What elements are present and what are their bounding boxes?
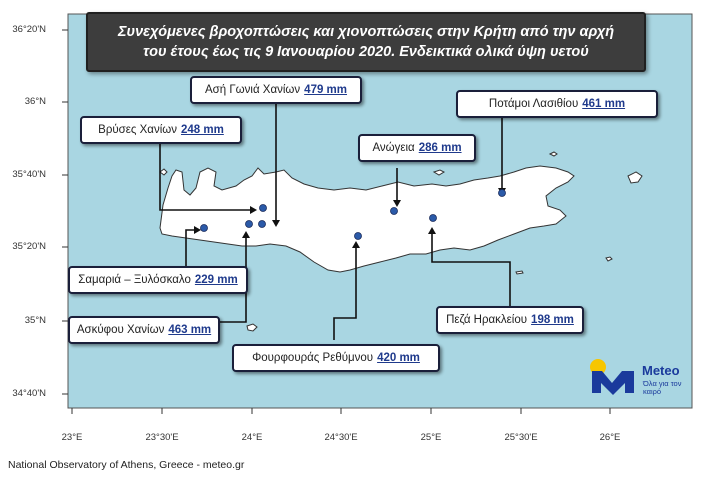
station-label-vryses (80, 116, 242, 144)
lon-label: 24°E (241, 432, 263, 443)
map-title-line2: του έτους έως τις 9 Ιανουαρίου 2020. Ενδεικτικά ολικά ύψη υετού (143, 44, 589, 60)
station-amount: 463 mm (168, 324, 212, 336)
meteo-logo-mark (586, 357, 642, 401)
station-dot-peza (430, 215, 437, 222)
station-amount: 198 mm (531, 314, 574, 326)
station-dot-fourfouras (355, 233, 362, 240)
logo-brand: Meteo (642, 363, 680, 378)
lon-label: 25°30'E (504, 432, 538, 443)
station-name: Ασκύφου Χανίων (76, 324, 165, 336)
station-name: Σαμαριά – Ξυλόσκαλο (78, 274, 191, 286)
lat-label: 35°N (24, 315, 46, 326)
station-dot-askyfou (259, 221, 266, 228)
chrysi-islet (516, 271, 523, 274)
station-label-peza (436, 306, 584, 334)
m-letter-icon (592, 371, 634, 395)
lon-label: 26°E (599, 432, 621, 443)
lat-label: 34°40'N (12, 388, 46, 399)
station-dot-anogeia (391, 208, 398, 215)
lat-label: 35°40'N (12, 169, 46, 180)
station-name: Ανώγεια (372, 142, 415, 154)
station-name: Ποτάμοι Λασιθίου (488, 98, 579, 110)
lat-label: 36°N (24, 96, 46, 107)
lon-label: 23°30'E (145, 432, 179, 443)
station-amount: 286 mm (418, 142, 462, 154)
station-label-anogeia (358, 134, 476, 162)
lat-label: 35°20'N (12, 241, 46, 252)
station-label-asi-gonia (190, 76, 362, 104)
station-name: Φουρφουράς Ρεθύμνου (252, 352, 374, 364)
station-amount: 229 mm (194, 274, 238, 286)
station-dot-vryses (246, 221, 253, 228)
station-label-fourfouras (232, 344, 440, 372)
station-label-potamoi (456, 90, 658, 118)
station-amount: 479 mm (304, 84, 348, 96)
lon-label: 24°30'E (324, 432, 358, 443)
station-name: Ασή Γωνιά Χανίων (204, 84, 301, 96)
station-dot-potamoi (499, 190, 506, 197)
map-title (86, 12, 646, 72)
logo-slogan: Όλα για τον καιρό (643, 379, 682, 396)
station-dot-asi-gonia (260, 205, 267, 212)
station-label-samaria (68, 266, 248, 294)
source-credit: National Observatory of Athens, Greece - meteo.gr (8, 459, 245, 471)
station-dot-samaria (201, 225, 208, 232)
lat-label: 36°20'N (12, 24, 46, 35)
station-amount: 420 mm (377, 352, 420, 364)
station-amount: 461 mm (582, 98, 626, 110)
meteo-logo (586, 357, 686, 401)
station-name: Πεζά Ηρακλείου (446, 314, 528, 326)
station-name: Βρύσες Χανίων (98, 124, 177, 136)
station-amount: 248 mm (180, 124, 224, 136)
lon-label: 23°E (61, 432, 83, 443)
station-label-askyfou (68, 316, 220, 344)
lon-label: 25°E (420, 432, 442, 443)
map-title-line1: Συνεχόμενες βροχοπτώσεις και χιονοπτώσεις στην Κρήτη από την αρχή (117, 24, 615, 40)
